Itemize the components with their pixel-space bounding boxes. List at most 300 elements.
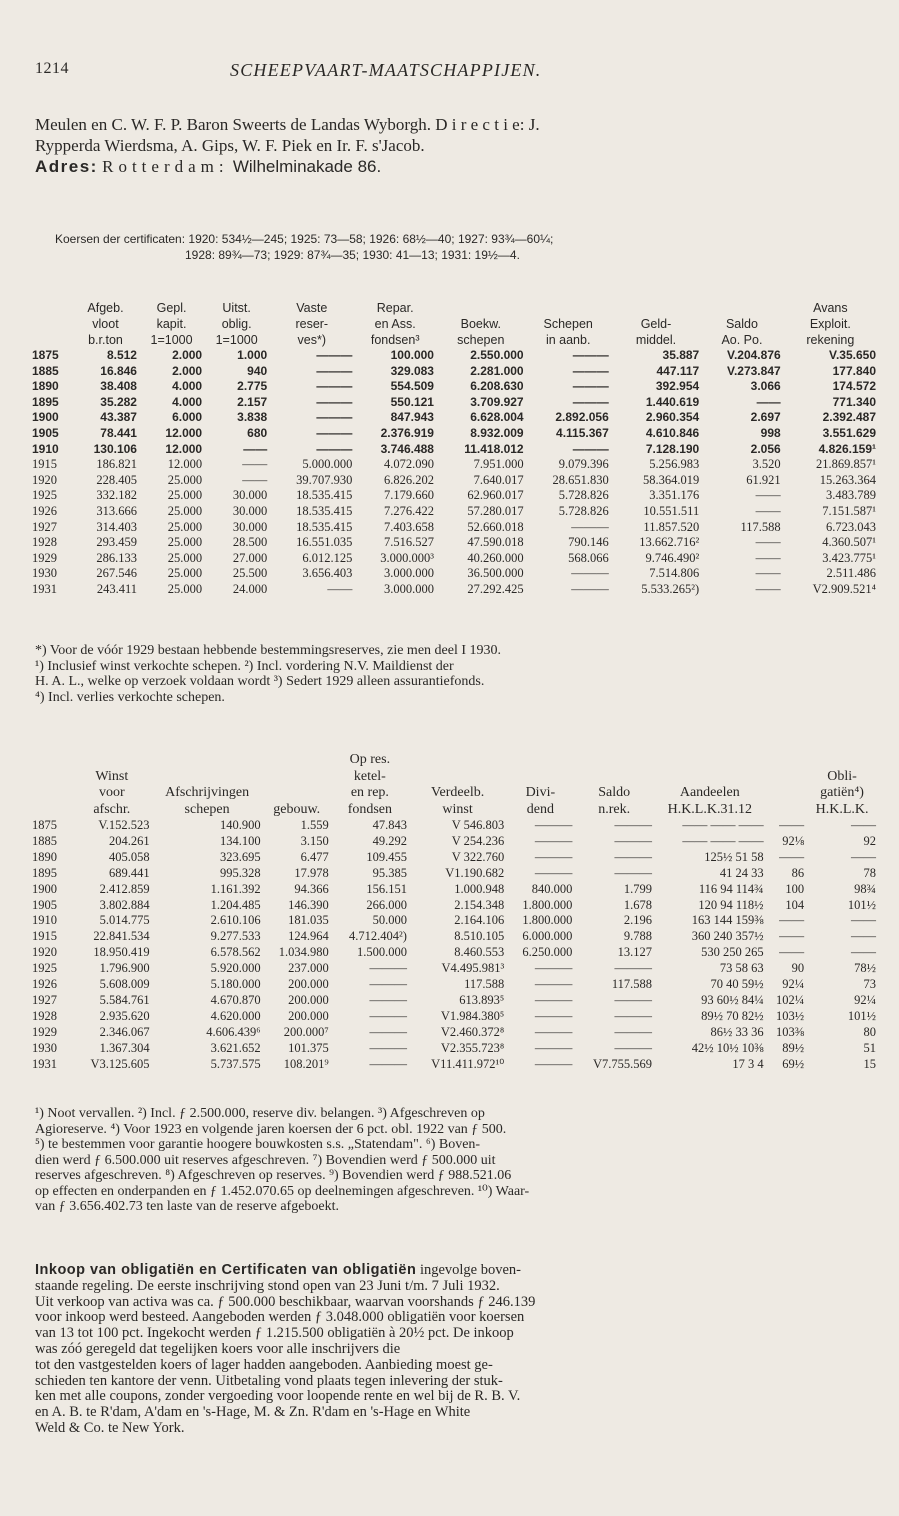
- year-cell: 1885: [32, 363, 59, 378]
- footnote-line: van ƒ 3.656.402.73 ten laste van de reserve afgeboekt.: [35, 1199, 340, 1214]
- table-cell: 790.146: [568, 535, 609, 550]
- table-cell: 2.157: [237, 394, 268, 409]
- column-header: [30, 300, 72, 316]
- column-header: [766, 802, 807, 819]
- table-cell: 61.921: [746, 472, 781, 487]
- column-header: fondsen: [347, 801, 393, 817]
- table-cell: 2.935.620: [99, 1008, 150, 1023]
- column-header: Obli-: [827, 768, 857, 784]
- profit-footnotes: [35, 1106, 875, 1215]
- page-number: 1214: [35, 60, 69, 77]
- table-cell: 5.737.575: [210, 1056, 261, 1071]
- column-header: [263, 785, 331, 802]
- header-row: [30, 785, 878, 802]
- year-cell: 1900: [32, 881, 57, 896]
- footnote-line: *) Voor de vóór 1929 bestaan hebbende bestemmingsreserves, zie men deel I 1930.: [35, 643, 502, 658]
- column-header: Op res.: [349, 752, 391, 767]
- table-cell: 92¼: [782, 977, 805, 992]
- table-cell: 101.375: [288, 1040, 329, 1055]
- table-cell: 550.121: [390, 394, 434, 409]
- table-cell: 25.000: [167, 503, 203, 518]
- column-header: [506, 752, 574, 769]
- table-cell: 25.000: [167, 535, 203, 550]
- table-cell: 41 24 33: [719, 865, 764, 880]
- table-cell: 11.857.520: [643, 519, 700, 534]
- table-cell: ——: [755, 535, 781, 550]
- table-cell: 117.588: [464, 977, 505, 992]
- column-header: Gepl.: [156, 301, 187, 315]
- table-cell: 94.366: [294, 881, 329, 896]
- column-header: en rep.: [350, 785, 389, 800]
- year-cell: 1925: [32, 961, 57, 976]
- year-cell: 1929: [32, 1024, 57, 1039]
- column-header: kapit.: [156, 317, 187, 331]
- column-header: Afschrijvingen: [165, 785, 250, 800]
- table-cell: 2.412.859: [99, 881, 150, 896]
- table-cell: 7.516.527: [383, 535, 434, 550]
- table-cell: 47.843: [372, 818, 407, 832]
- column-header: Schepen: [543, 317, 593, 331]
- table-cell: 12.000: [165, 441, 203, 456]
- table-cell: 5.180.000: [210, 977, 261, 992]
- table-cell: ———: [571, 566, 609, 581]
- table-cell: 4.000: [172, 394, 203, 409]
- table-cell: ———: [572, 348, 609, 362]
- inkoop-line: voor inkoop werd besteed. Aangeboden werden ƒ 3.048.000 obligatiën voor koersen: [35, 1309, 525, 1326]
- table-cell: 17 3 4: [732, 1056, 764, 1071]
- table-cell: 7.276.422: [383, 503, 434, 518]
- column-header: Winst: [95, 768, 129, 784]
- table-cell: 100.000: [390, 348, 434, 362]
- column-header: n.rek.: [598, 801, 631, 817]
- inkoop-line: ken met alle coupons, zonder vergoeding voor loopende rente en wel bij de R. B. V.: [35, 1388, 521, 1405]
- table-cell: 940: [247, 363, 268, 378]
- column-header: [654, 752, 766, 769]
- profit-table: [30, 752, 878, 1073]
- year-cell: 1875: [32, 348, 59, 362]
- table-cell: ———: [369, 1040, 407, 1055]
- table-row: [30, 929, 878, 945]
- table-cell: 9.746.490²: [645, 550, 700, 565]
- table-cell: ———: [369, 992, 407, 1007]
- year-cell: 1930: [32, 1040, 57, 1055]
- footnote-line: reserves afgeschreven. ⁸) Afgeschreven op reserves. ⁹) Bovendien werd ƒ 988.521.06: [35, 1168, 512, 1183]
- column-header: en Ass.: [374, 317, 416, 331]
- table-cell: 101½: [847, 1008, 876, 1023]
- table-cell: V 254.236: [451, 833, 505, 848]
- column-header: Vaste: [296, 301, 328, 315]
- year-cell: 1905: [32, 425, 59, 440]
- year-cell: 1927: [32, 519, 57, 534]
- column-header: fondsen³: [370, 333, 420, 347]
- column-header: [766, 769, 807, 786]
- column-header: dend: [526, 801, 554, 817]
- table-row: [30, 582, 878, 598]
- table-cell: 156.151: [366, 881, 407, 896]
- column-header: b.r.ton: [88, 333, 123, 347]
- table-cell: 108.201⁹: [283, 1056, 329, 1071]
- table-cell: 2.376.919: [380, 425, 434, 440]
- table-cell: ——: [755, 566, 781, 581]
- table-cell: 98¾: [854, 881, 876, 896]
- year-cell: 1890: [32, 379, 59, 394]
- table-cell: 89½ 70 82½: [701, 1008, 764, 1023]
- table-cell: 4.115.367: [556, 425, 609, 440]
- table-cell: ———: [316, 425, 353, 440]
- table-cell: 146.390: [288, 897, 329, 912]
- table-cell: 1.559: [300, 818, 329, 832]
- table-cell: ——: [779, 818, 805, 832]
- column-header: [409, 769, 506, 786]
- table-row: [30, 473, 878, 489]
- table-cell: V3.125.605: [90, 1056, 150, 1071]
- table-row: [30, 488, 878, 504]
- table-cell: 1.000.948: [454, 881, 505, 896]
- table-row: [30, 834, 878, 850]
- column-header: [263, 769, 331, 786]
- inkoop-line: tot den vastgestelden koers of lager hadden aangeboden. Aanbieding moest ge-: [35, 1356, 493, 1373]
- footnote-line: dien werd ƒ 6.500.000 uit reserves afgeschreven. ⁷) Bovendien werd ƒ 500.000 uit: [35, 1152, 496, 1168]
- table-row: [30, 977, 878, 993]
- column-header: [30, 316, 72, 332]
- header-row: [30, 752, 878, 769]
- table-cell: 109.455: [366, 849, 407, 864]
- table-cell: 6.628.004: [470, 410, 524, 425]
- table-cell: 4.712.404²): [349, 929, 407, 944]
- table-cell: ——: [851, 849, 876, 864]
- table-cell: ———: [614, 833, 652, 848]
- column-header: [526, 300, 611, 316]
- table-row: [30, 1041, 878, 1057]
- koersen-block: [35, 231, 875, 263]
- column-header: Uitst.: [222, 301, 251, 315]
- table-cell: 323.695: [220, 849, 261, 864]
- year-cell: 1910: [32, 913, 57, 928]
- column-header: [506, 769, 574, 786]
- table-cell: 613.893⁵: [459, 992, 505, 1007]
- table-cell: ———: [614, 961, 652, 976]
- table-cell: ——: [851, 929, 876, 944]
- table-cell: ———: [369, 1024, 407, 1039]
- inkoop-line: van 13 tot 100 pct. Ingekocht werden ƒ 1.215.500 obligatiën à 20½ pct. De inkoop: [35, 1325, 514, 1342]
- column-header: [611, 300, 701, 316]
- table-cell: 267.546: [96, 566, 137, 581]
- inkoop-line: [35, 1263, 875, 1279]
- table-cell: 1.161.392: [210, 881, 261, 896]
- column-header: [30, 769, 72, 786]
- balance-table: [30, 300, 878, 598]
- table-cell: 43.387: [100, 410, 137, 425]
- column-header: [30, 332, 72, 348]
- column-header: ves*): [297, 333, 327, 347]
- column-header: H.K.L.K.31.12: [667, 801, 752, 817]
- year-cell: 1905: [32, 897, 57, 912]
- table-cell: 62.960.017: [467, 488, 524, 503]
- table-cell: ——: [755, 550, 781, 565]
- table-cell: V 546.803: [451, 818, 505, 832]
- table-cell: 51: [863, 1040, 876, 1055]
- table-cell: 4.826.159¹: [818, 441, 876, 456]
- table-cell: 1.000: [237, 348, 268, 362]
- table-cell: 6.000: [172, 410, 203, 425]
- table-cell: 69½: [782, 1056, 805, 1071]
- koersen-line: Koersen der certificaten: 1920: 534½—245; 1925: 73—58; 1926: 68½—40; 1927: 93¾—60¼;: [55, 232, 554, 246]
- table-cell: 4.606.439⁶: [206, 1024, 261, 1039]
- balance-footnotes: [35, 643, 875, 705]
- table-row: [30, 913, 878, 929]
- table-cell: 90: [791, 961, 805, 976]
- table-cell: 332.182: [96, 488, 137, 503]
- table-cell: 329.083: [390, 363, 434, 378]
- table-cell: 360 240 357½: [691, 929, 764, 944]
- table-cell: 12.000: [167, 457, 203, 472]
- table-cell: 103½: [775, 1008, 805, 1023]
- table-cell: ———: [369, 1056, 407, 1071]
- column-header: [30, 752, 72, 769]
- address-line: [35, 156, 875, 177]
- table-cell: 177.840: [832, 363, 876, 378]
- table-cell: ——: [242, 472, 268, 487]
- table-cell: 3.802.884: [99, 897, 150, 912]
- table-cell: ——: [242, 457, 268, 472]
- table-cell: ———: [614, 1024, 652, 1039]
- inkoop-line: schieden ten kantore der venn. Uitbetaling vond plaats tegen inlevering der stuk-: [35, 1372, 503, 1389]
- table-cell: 1.796.900: [99, 961, 150, 976]
- year-cell: 1928: [32, 1008, 57, 1023]
- table-row: [30, 961, 878, 977]
- column-header: winst: [442, 801, 473, 817]
- table-cell: 7.514.806: [649, 566, 700, 581]
- year-cell: 1930: [32, 566, 57, 581]
- table-cell: 2.164.106: [454, 913, 505, 928]
- table-cell: 134.100: [220, 833, 261, 848]
- year-cell: 1920: [32, 945, 57, 960]
- table-row: [30, 504, 878, 520]
- table-cell: 5.256.983: [649, 457, 700, 472]
- year-cell: 1895: [32, 394, 59, 409]
- table-cell: 1.800.000: [522, 897, 573, 912]
- table-cell: 4.360.507¹: [822, 535, 876, 550]
- table-cell: 17.978: [294, 865, 329, 880]
- table-cell: 5.728.826: [558, 488, 609, 503]
- table-cell: 1.678: [623, 897, 652, 912]
- table-cell: V 322.760: [451, 849, 505, 864]
- table-cell: V1.190.682: [445, 865, 505, 880]
- table-cell: 93 60½ 84¼: [701, 992, 764, 1007]
- table-cell: 1.367.304: [99, 1040, 150, 1055]
- table-row: [30, 850, 878, 866]
- year-cell: 1925: [32, 488, 57, 503]
- table-cell: 95.385: [372, 865, 407, 880]
- table-cell: 89½: [782, 1040, 805, 1055]
- table-row: [30, 442, 878, 458]
- table-cell: V.152.523: [98, 818, 150, 832]
- table-cell: 7.128.190: [645, 441, 700, 456]
- table-cell: 6.477: [300, 849, 329, 864]
- table-cell: 5.014.775: [99, 913, 150, 928]
- column-header: [152, 752, 263, 769]
- column-header: Geld-: [640, 317, 672, 331]
- header-row: [30, 802, 878, 819]
- table-cell: ———: [316, 441, 353, 456]
- table-cell: 8.932.009: [470, 425, 524, 440]
- table-cell: 5.920.000: [210, 961, 261, 976]
- column-header: Repar.: [376, 301, 414, 315]
- table-cell: ———: [369, 961, 407, 976]
- address-city: Rotterdam:: [102, 157, 229, 176]
- table-cell: 3.150: [300, 833, 329, 848]
- table-cell: 186.821: [96, 457, 137, 472]
- footnote-line: op effecten en onderpanden en ƒ 1.452.070.65 op deelnemingen afgeschreven. ¹⁰) Waar-: [35, 1183, 530, 1199]
- table-row: [30, 818, 878, 834]
- table-cell: 38.408: [100, 379, 137, 394]
- table-cell: 998: [760, 425, 781, 440]
- table-cell: ——: [779, 913, 805, 928]
- table-cell: 5.584.761: [99, 992, 150, 1007]
- table-cell: ———: [572, 394, 609, 409]
- table-cell: 120 94 118½: [698, 897, 764, 912]
- table-cell: 102¼: [775, 992, 805, 1007]
- table-cell: 11.418.012: [464, 441, 524, 456]
- table-cell: ———: [572, 441, 609, 456]
- table-cell: 92⅛: [782, 833, 805, 848]
- column-header: Aandeelen: [679, 785, 740, 800]
- column-header: Afgeb.: [87, 301, 124, 315]
- table-cell: 3.000.000: [383, 581, 434, 596]
- table-cell: 4.620.000: [210, 1008, 261, 1023]
- table-cell: 13.127: [617, 945, 652, 960]
- table-cell: 4.670.870: [210, 992, 261, 1007]
- table-cell: 2.196: [623, 913, 652, 928]
- table-cell: 2.281.000: [470, 363, 524, 378]
- table-cell: 52.660.018: [467, 519, 524, 534]
- table-cell: V2.909.521⁴: [812, 581, 876, 596]
- footnote-line: H. A. L., welke op verzoek voldaan wordt ³) Sedert 1929 alleen assurantiefonds.: [35, 674, 485, 689]
- table-row: [30, 535, 878, 551]
- table-cell: 313.666: [96, 503, 137, 518]
- table-cell: 181.035: [288, 913, 329, 928]
- table-cell: 2.056: [750, 441, 781, 456]
- table-cell: 8.460.553: [454, 945, 505, 960]
- table-cell: 101½: [847, 897, 876, 912]
- year-cell: 1920: [32, 472, 57, 487]
- header-row: [30, 769, 878, 786]
- table-cell: 2.550.000: [470, 348, 524, 362]
- table-row: [30, 1057, 878, 1073]
- table-cell: 30.000: [232, 519, 268, 534]
- table-cell: ———: [534, 833, 573, 848]
- table-cell: 200.000: [288, 977, 329, 992]
- table-cell: 18.535.415: [296, 488, 353, 503]
- table-cell: 9.788: [623, 929, 652, 944]
- table-cell: 1.034.980: [278, 945, 329, 960]
- table-cell: 3.709.927: [470, 394, 524, 409]
- table-cell: 3.621.652: [210, 1040, 261, 1055]
- year-cell: 1927: [32, 992, 57, 1007]
- table-cell: 2.154.348: [454, 897, 505, 912]
- column-header: Saldo: [598, 785, 631, 800]
- column-header: Exploit.: [809, 317, 851, 331]
- table-cell: 840.000: [531, 881, 573, 896]
- intro-line: Rypperda Wierdsma, A. Gips, W. F. Piek en Ir. F. s'Jacob.: [35, 136, 425, 155]
- table-cell: 30.000: [232, 503, 268, 518]
- year-cell: 1926: [32, 977, 57, 992]
- table-cell: ——: [851, 818, 876, 832]
- table-cell: V.204.876: [727, 348, 781, 362]
- table-cell: 1.500.000: [356, 945, 407, 960]
- table-cell: ———: [534, 1024, 573, 1039]
- table-cell: 392.954: [655, 379, 700, 394]
- table-row: [30, 410, 878, 426]
- table-cell: ———: [534, 977, 573, 992]
- table-cell: 21.869.857¹: [816, 457, 876, 472]
- table-cell: 680: [247, 425, 268, 440]
- table-cell: 25.000: [167, 488, 203, 503]
- table-cell: 9.079.396: [558, 457, 609, 472]
- inkoop-heading: Inkoop van obligatiën en Certificaten van obligatiën: [35, 1262, 417, 1278]
- table-row: [30, 566, 878, 582]
- table-cell: ———: [316, 363, 353, 378]
- table-cell: ———: [571, 519, 609, 534]
- table-row: [30, 993, 878, 1009]
- table-row: [30, 898, 878, 914]
- year-cell: 1890: [32, 849, 57, 864]
- table-cell: 117.588: [740, 519, 781, 534]
- table-cell: 1.440.619: [645, 394, 700, 409]
- profit-table-body: [30, 818, 878, 1073]
- year-cell: 1885: [32, 833, 57, 848]
- intro-paragraph: [35, 114, 875, 177]
- table-cell: 847.943: [390, 410, 434, 425]
- table-cell: 5.728.826: [558, 503, 609, 518]
- table-cell: 2.775: [237, 379, 268, 394]
- column-header: gatiën⁴): [820, 785, 864, 800]
- column-header: vloot: [92, 317, 119, 331]
- table-cell: ——: [755, 503, 781, 518]
- column-header: 1=1000: [215, 333, 258, 347]
- table-cell: 35.887: [662, 348, 700, 362]
- table-cell: 771.340: [832, 394, 876, 409]
- table-cell: 8.510.105: [454, 929, 505, 944]
- address-label: Adres:: [35, 157, 98, 176]
- table-cell: 25.000: [167, 519, 203, 534]
- table-cell: ——: [779, 929, 805, 944]
- table-cell: 130.106: [93, 441, 137, 456]
- column-header: oblig.: [221, 317, 252, 331]
- column-header: [30, 785, 72, 802]
- table-row: [30, 945, 878, 961]
- table-cell: 73: [863, 977, 876, 992]
- table-cell: 200.000⁷: [283, 1024, 329, 1039]
- table-cell: 6.826.202: [383, 472, 434, 487]
- table-cell: 163 144 159⅜: [691, 913, 764, 928]
- table-cell: 293.459: [96, 535, 137, 550]
- table-cell: 13.662.716²: [639, 535, 700, 550]
- footnote-line: ⁴) Incl. verlies verkochte schepen.: [35, 689, 225, 705]
- column-header: [654, 769, 766, 786]
- column-header: [574, 769, 654, 786]
- table-cell: 80: [863, 1024, 876, 1039]
- table-cell: 530 250 265: [701, 945, 764, 960]
- table-cell: ———: [614, 1040, 652, 1055]
- column-header: [436, 300, 526, 316]
- column-header: Boekw.: [460, 317, 501, 331]
- table-cell: ——: [779, 945, 805, 960]
- column-header: gebouw.: [273, 801, 321, 817]
- table-cell: 1.799: [623, 881, 652, 896]
- table-cell: 25.500: [232, 566, 268, 581]
- table-cell: 22.841.534: [93, 929, 150, 944]
